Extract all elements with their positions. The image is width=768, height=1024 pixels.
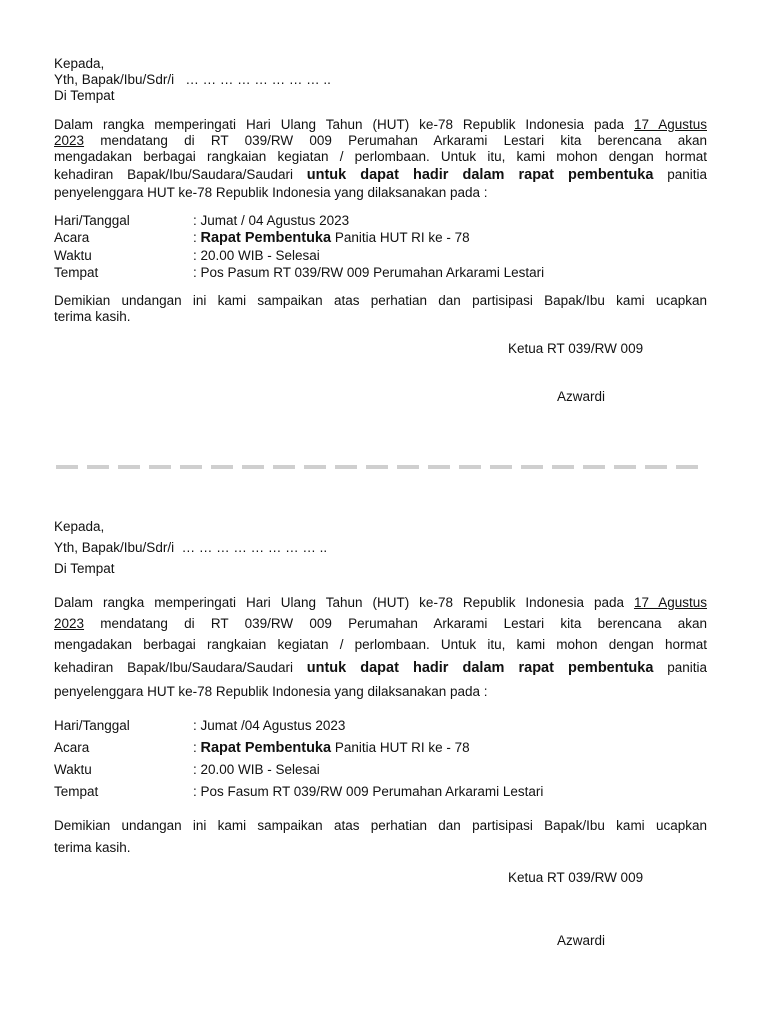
- detail-value: : Rapat Pembentuka Panitia HUT RI ke - 78: [193, 740, 470, 756]
- signer-name: Azwardi: [557, 933, 606, 948]
- body-paragraph: [54, 592, 707, 702]
- detail-label: Waktu: [54, 762, 92, 777]
- body-text: panitia: [653, 660, 707, 675]
- detail-value: : Jumat /04 Agustus 2023: [193, 718, 346, 733]
- body-text: Dalam rangka memperingati Hari Ulang Tahun (HUT) ke-78 Republik Indonesia pada: [54, 595, 634, 610]
- recipient-dots: … … … … … … … … ..: [181, 540, 328, 555]
- address-block: [54, 516, 707, 579]
- detail-row-place: [54, 264, 707, 281]
- place: Di Tempat: [54, 561, 115, 576]
- recipient-label: Yth, Bapak/Ibu/Sdr/i: [54, 72, 175, 87]
- detail-value: : Pos Fasum RT 039/RW 009 Perumahan Arkarami Lestari: [193, 784, 544, 799]
- invitation-letter-bottom: [54, 516, 707, 948]
- body-text: kehadiran Bapak/Ibu/Saudara/Saudari: [54, 660, 307, 675]
- detail-label: Hari/Tanggal: [54, 718, 130, 733]
- detail-label: Hari/Tanggal: [54, 213, 130, 228]
- body-text: kehadiran Bapak/Ibu/Saudara/Saudari: [54, 167, 307, 182]
- closing-text: terima kasih.: [54, 840, 131, 855]
- recipient-line: [54, 537, 707, 558]
- detail-value: : 20.00 WIB - Selesai: [193, 762, 320, 777]
- closing-paragraph: [54, 815, 707, 859]
- address-block: [54, 56, 707, 104]
- closing-text: terima kasih.: [54, 309, 131, 324]
- event-details: [54, 212, 707, 281]
- emphasis-text: untuk dapat hadir dalam rapat pembentuka: [306, 660, 654, 676]
- body-text: mendatang di RT 039/RW 009 Perumahan Arkarami Lestari kita berencana akan: [84, 133, 707, 148]
- detail-row-date: [54, 715, 707, 737]
- invitation-letter-top: [54, 56, 707, 404]
- signer-name: Azwardi: [557, 389, 606, 404]
- detail-row-event: [54, 737, 707, 759]
- body-text: mengadakan berbagai rangkaian kegiatan / perlombaan. Untuk itu, kami mohon dengan hormat: [54, 149, 707, 164]
- detail-row-date: [54, 212, 707, 229]
- signer-title: Ketua RT 039/RW 009: [508, 341, 644, 356]
- detail-label: Acara: [54, 740, 90, 755]
- salutation: Kepada,: [54, 519, 105, 534]
- event-details: [54, 715, 707, 803]
- closing-text: Demikian undangan ini kami sampaikan atas perhatian dan partisipasi Bapak/Ibu kami ucapkan: [54, 818, 707, 833]
- body-text: mendatang di RT 039/RW 009 Perumahan Arkarami Lestari kita berencana akan: [84, 616, 707, 631]
- event-date: 17 Agustus: [633, 117, 707, 132]
- recipient-dots: … … … … … … … … ..: [185, 72, 331, 87]
- detail-value: : Jumat / 04 Agustus 2023: [193, 213, 350, 228]
- detail-value: : Rapat Pembentuka Panitia HUT RI ke - 78: [193, 230, 470, 246]
- detail-value: : 20.00 WIB - Selesai: [193, 248, 320, 263]
- body-text: penyelenggara HUT ke-78 Republik Indonesia yang dilaksanakan pada :: [54, 185, 488, 200]
- detail-row-place: [54, 781, 707, 803]
- body-text: panitia: [653, 167, 707, 182]
- place: Di Tempat: [54, 88, 115, 103]
- recipient-line: [54, 72, 707, 88]
- detail-label: Waktu: [54, 248, 92, 263]
- event-year: 2023: [54, 616, 85, 631]
- detail-value: : Pos Pasum RT 039/RW 009 Perumahan Arkarami Lestari: [193, 265, 545, 280]
- signer-title: Ketua RT 039/RW 009: [508, 870, 644, 885]
- body-text: Dalam rangka memperingati Hari Ulang Tahun (HUT) ke-78 Republik Indonesia pada: [54, 117, 634, 132]
- cut-line-divider: [56, 465, 702, 469]
- body-text: mengadakan berbagai rangkaian kegiatan / perlombaan. Untuk itu, kami mohon dengan hormat: [54, 637, 707, 652]
- detail-label: Tempat: [54, 784, 99, 799]
- event-date: 17 Agustus: [633, 595, 707, 610]
- detail-row-time: [54, 247, 707, 264]
- emphasis-text: untuk dapat hadir dalam rapat pembentuka: [306, 167, 654, 183]
- body-paragraph: [54, 117, 707, 201]
- salutation: Kepada,: [54, 56, 105, 71]
- detail-label: Tempat: [54, 265, 99, 280]
- body-text: penyelenggara HUT ke-78 Republik Indonesia yang dilaksanakan pada :: [54, 684, 488, 699]
- detail-label: Acara: [54, 230, 90, 245]
- detail-row-time: [54, 759, 707, 781]
- detail-row-event: [54, 229, 707, 247]
- recipient-label: Yth, Bapak/Ibu/Sdr/i: [54, 540, 175, 555]
- event-year: 2023: [54, 133, 85, 148]
- closing-text: Demikian undangan ini kami sampaikan atas perhatian dan partisipasi Bapak/Ibu kami ucapkan: [54, 293, 707, 308]
- closing-paragraph: [54, 293, 707, 325]
